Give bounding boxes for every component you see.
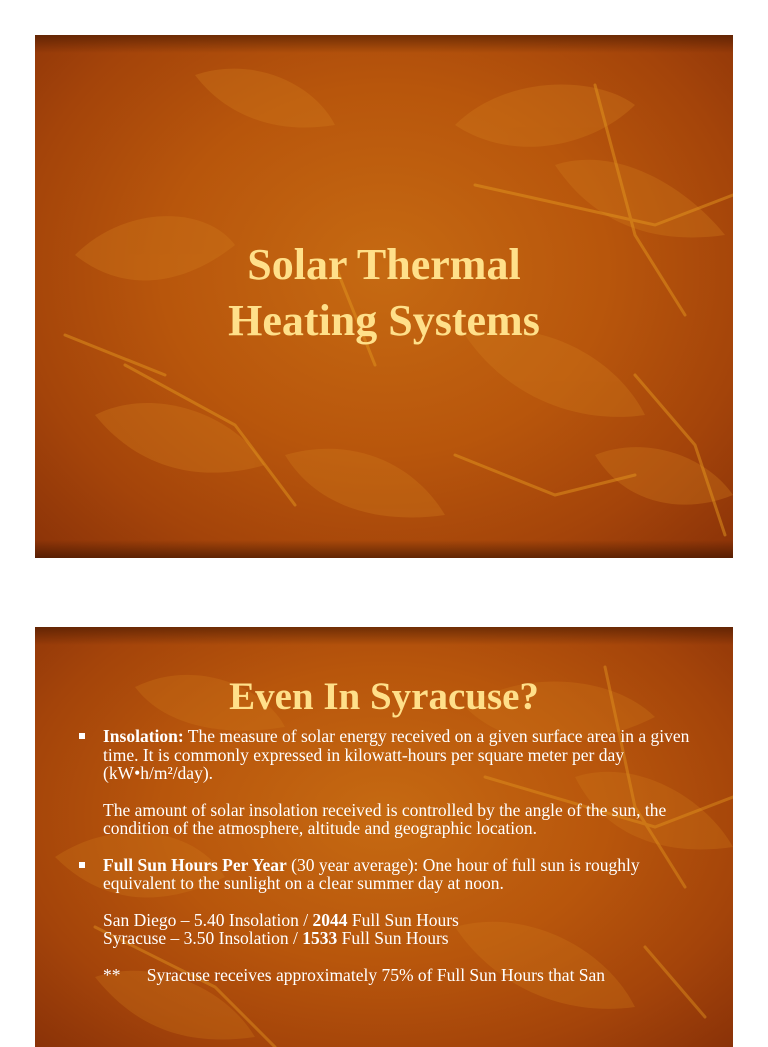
content-slide <box>35 627 733 1047</box>
row-label: San Diego – 5.40 Insolation / <box>103 909 313 930</box>
bullet-text: (30 year average): One hour of full sun is roughly equivalent to the sunlight on a clear summer day at noon. <box>103 854 640 893</box>
square-bullet-icon <box>79 862 85 868</box>
city-row-syracuse <box>103 929 693 948</box>
paragraph-insolation-factors: The amount of solar insolation received is controlled by the angle of the sun, the condition of the atmosphere, altitude and geographic location. <box>103 799 667 838</box>
footnote: ** Syracuse receives approximately 75% of Full Sun Hours that San <box>103 964 606 985</box>
row-value: 2044 <box>312 909 348 930</box>
row-suffix: Full Sun Hours <box>337 928 449 948</box>
bullet-insolation <box>103 727 693 783</box>
row-label: Syracuse – 3.50 Insolation / <box>103 928 303 948</box>
bullet-text: The measure of solar energy received on a given surface area in a given time. It is commonly expressed in kilowatt-hours per square meter per day (kW•h/m²/day). <box>103 726 690 783</box>
bullet-term: Insolation: <box>103 726 184 746</box>
title-slide <box>35 35 733 558</box>
slide-title <box>35 237 733 349</box>
row-suffix: Full Sun Hours <box>347 909 459 930</box>
city-row-san-diego <box>103 911 693 930</box>
row-value: 1533 <box>302 928 338 948</box>
slide-title-line-2: Heating Systems <box>228 296 540 345</box>
bullet-full-sun-hours <box>103 856 693 893</box>
bullet-term: Full Sun Hours Per Year <box>103 854 287 875</box>
slide-title: Even In Syracuse? <box>229 675 539 718</box>
square-bullet-icon <box>79 733 85 739</box>
slide-title-line-1: Solar Thermal <box>247 240 521 289</box>
slide-body <box>103 727 693 984</box>
